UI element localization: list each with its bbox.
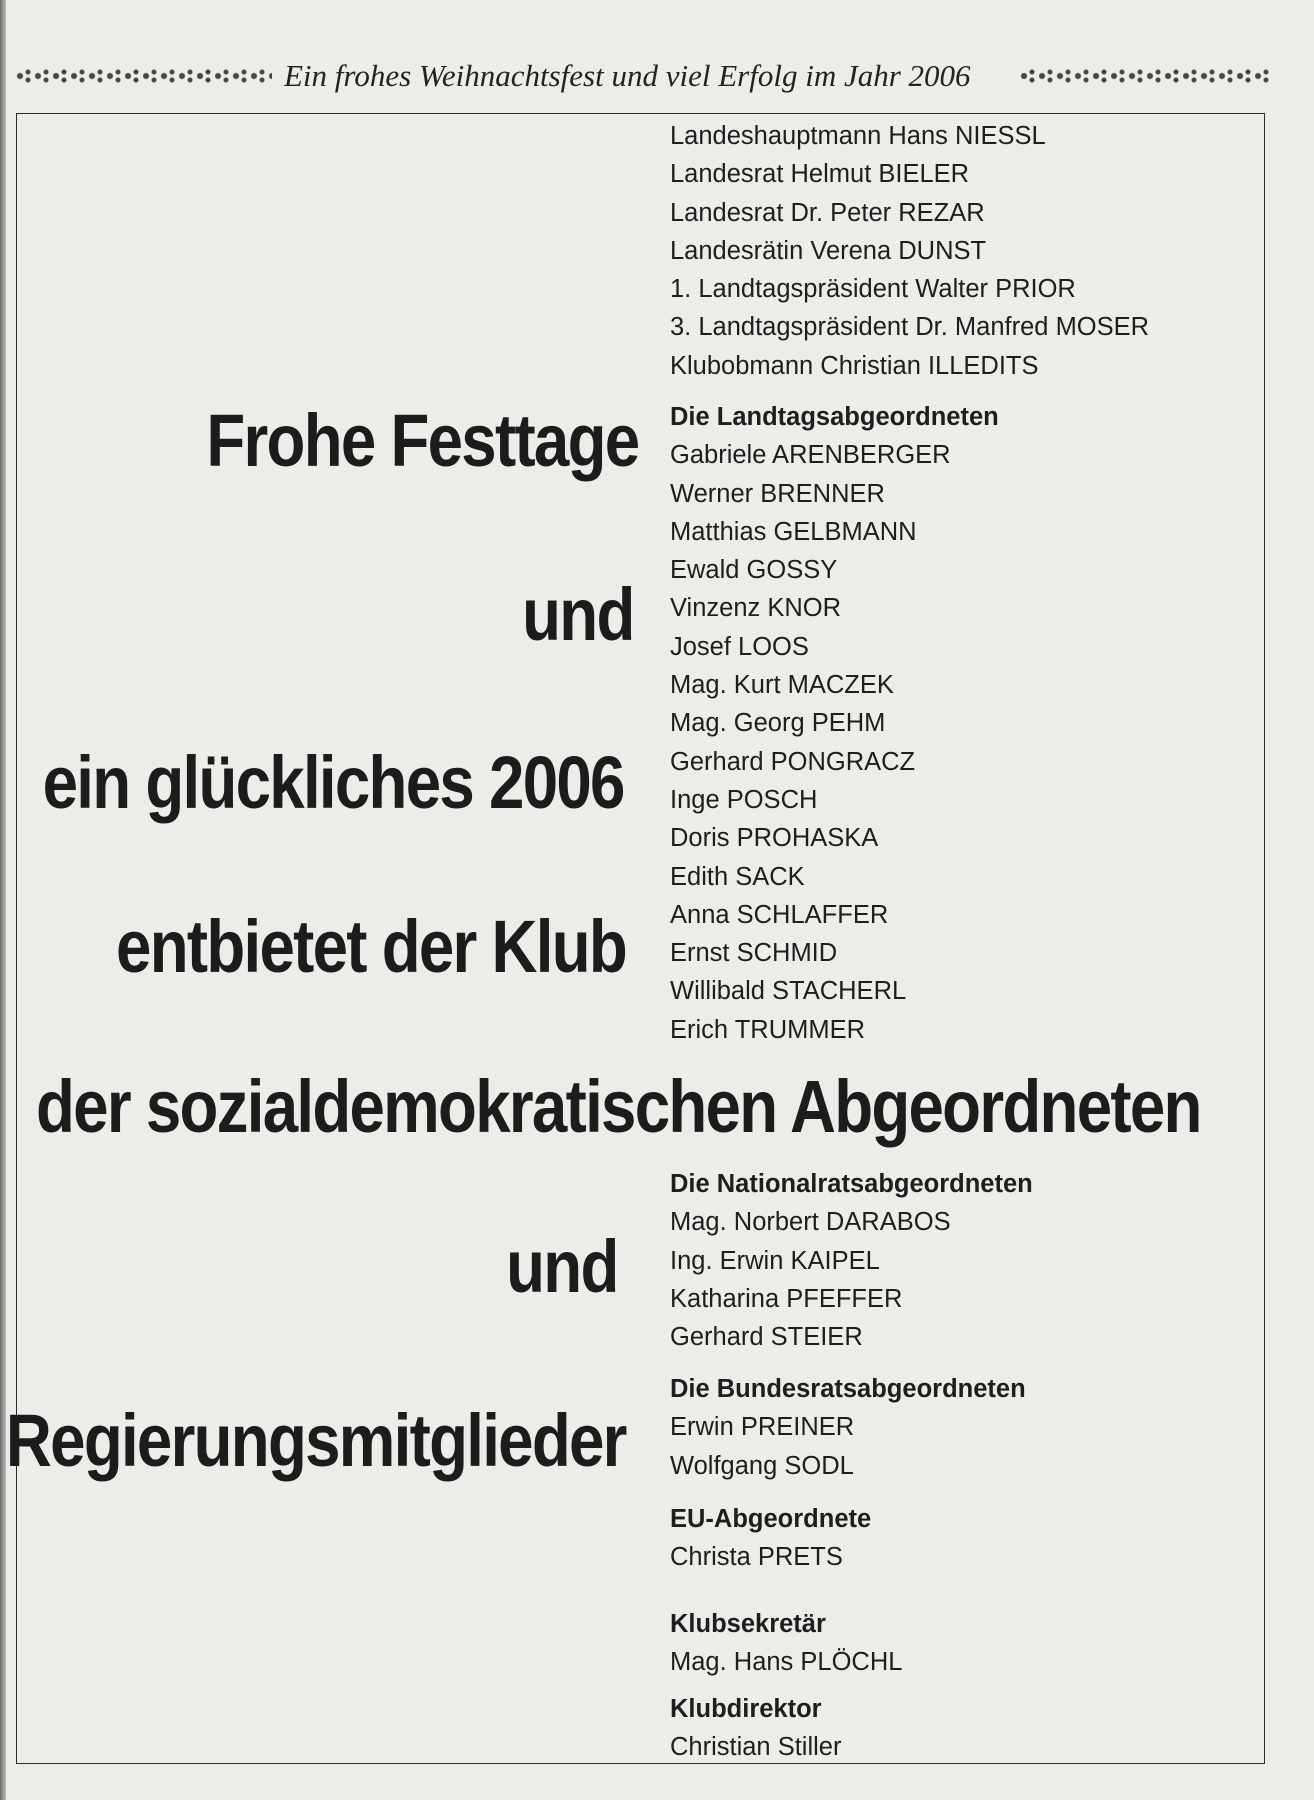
- eu-heading: EU-Abgeordnete: [670, 1505, 872, 1533]
- list-item: Wolfgang SODL: [670, 1451, 854, 1480]
- ornament-right: [1018, 66, 1270, 86]
- list-item: Willibald STACHERL: [670, 977, 907, 1006]
- list-item: Christa PRETS: [670, 1543, 843, 1572]
- list-item: Gabriele ARENBERGER: [670, 441, 951, 470]
- list-item: Mag. Georg PEHM: [670, 709, 886, 738]
- list-item: Erwin PREINER: [670, 1413, 855, 1442]
- sekretaer-list: [670, 1605, 1260, 1682]
- list-item: 1. Landtagspräsident Walter PRIOR: [670, 275, 1076, 304]
- landtag-heading: Die Landtagsabgeordneten: [670, 403, 999, 431]
- bundesrat-list: [670, 1370, 1260, 1485]
- slogan-line-4: entbietet der Klub: [115, 905, 626, 988]
- direktor-list: [670, 1690, 1260, 1767]
- list-item: Vinzenz KNOR: [670, 594, 842, 623]
- nationalrat-heading: Die Nationalratsabgeordneten: [670, 1170, 1033, 1198]
- slogan-line-2: und: [522, 573, 634, 656]
- page-header: [0, 56, 1314, 100]
- list-item: Gerhard PONGRACZ: [670, 747, 916, 776]
- ornament-left: [14, 66, 272, 86]
- slogan-line-5: der sozialdemokratischen Abgeordneten: [36, 1065, 1201, 1148]
- list-item: Landesrätin Verena DUNST: [670, 236, 987, 265]
- list-item: 3. Landtagspräsident Dr. Manfred MOSER: [670, 313, 1150, 342]
- list-item: Anna SCHLAFFER: [670, 900, 889, 929]
- list-item: Erich TRUMMER: [670, 1015, 866, 1044]
- government-list: [670, 117, 1260, 385]
- list-item: Ernst SCHMID: [670, 939, 838, 968]
- slogan-line-7: Regierungsmitglieder: [6, 1399, 626, 1482]
- sekretaer-heading: Klubsekretär: [670, 1610, 826, 1638]
- list-item: Katharina PFEFFER: [670, 1284, 903, 1313]
- list-item: Mag. Kurt MACZEK: [670, 671, 894, 700]
- list-item: Ing. Erwin KAIPEL: [670, 1246, 880, 1275]
- nationalrat-list: [670, 1165, 1260, 1356]
- list-item: Edith SACK: [670, 862, 805, 891]
- list-item: Landesrat Dr. Peter REZAR: [670, 198, 985, 227]
- bundesrat-heading: Die Bundesratsabgeordneten: [670, 1375, 1026, 1403]
- list-item: Werner BRENNER: [670, 479, 885, 508]
- list-item: Inge POSCH: [670, 785, 818, 814]
- list-item: Matthias GELBMANN: [670, 517, 917, 546]
- list-item: Doris PROHASKA: [670, 824, 879, 853]
- list-item: Landeshauptmann Hans NIESSL: [670, 122, 1046, 150]
- direktor-heading: Klubdirektor: [670, 1695, 822, 1723]
- list-item: Mag. Hans PLÖCHL: [670, 1648, 903, 1677]
- list-item: Josef LOOS: [670, 632, 809, 661]
- slogan-line-3: ein glückliches 2006: [42, 741, 624, 824]
- slogan-line-6: und: [506, 1225, 618, 1308]
- eu-list: [670, 1500, 1260, 1577]
- list-item: Landesrat Helmut BIELER: [670, 160, 970, 189]
- header-tagline: Ein frohes Weihnachtsfest und viel Erfolg im Jahr 2006: [284, 58, 971, 93]
- list-item: Ewald GOSSY: [670, 556, 838, 585]
- slogan-line-1: Frohe Festtage: [205, 399, 638, 482]
- page-spine: [0, 0, 6, 1800]
- landtag-list: [670, 398, 1260, 1049]
- list-item: Christian Stiller: [670, 1733, 842, 1762]
- list-item: Gerhard STEIER: [670, 1323, 863, 1352]
- list-item: Mag. Norbert DARABOS: [670, 1208, 951, 1237]
- list-item: Klubobmann Christian ILLEDITS: [670, 351, 1039, 380]
